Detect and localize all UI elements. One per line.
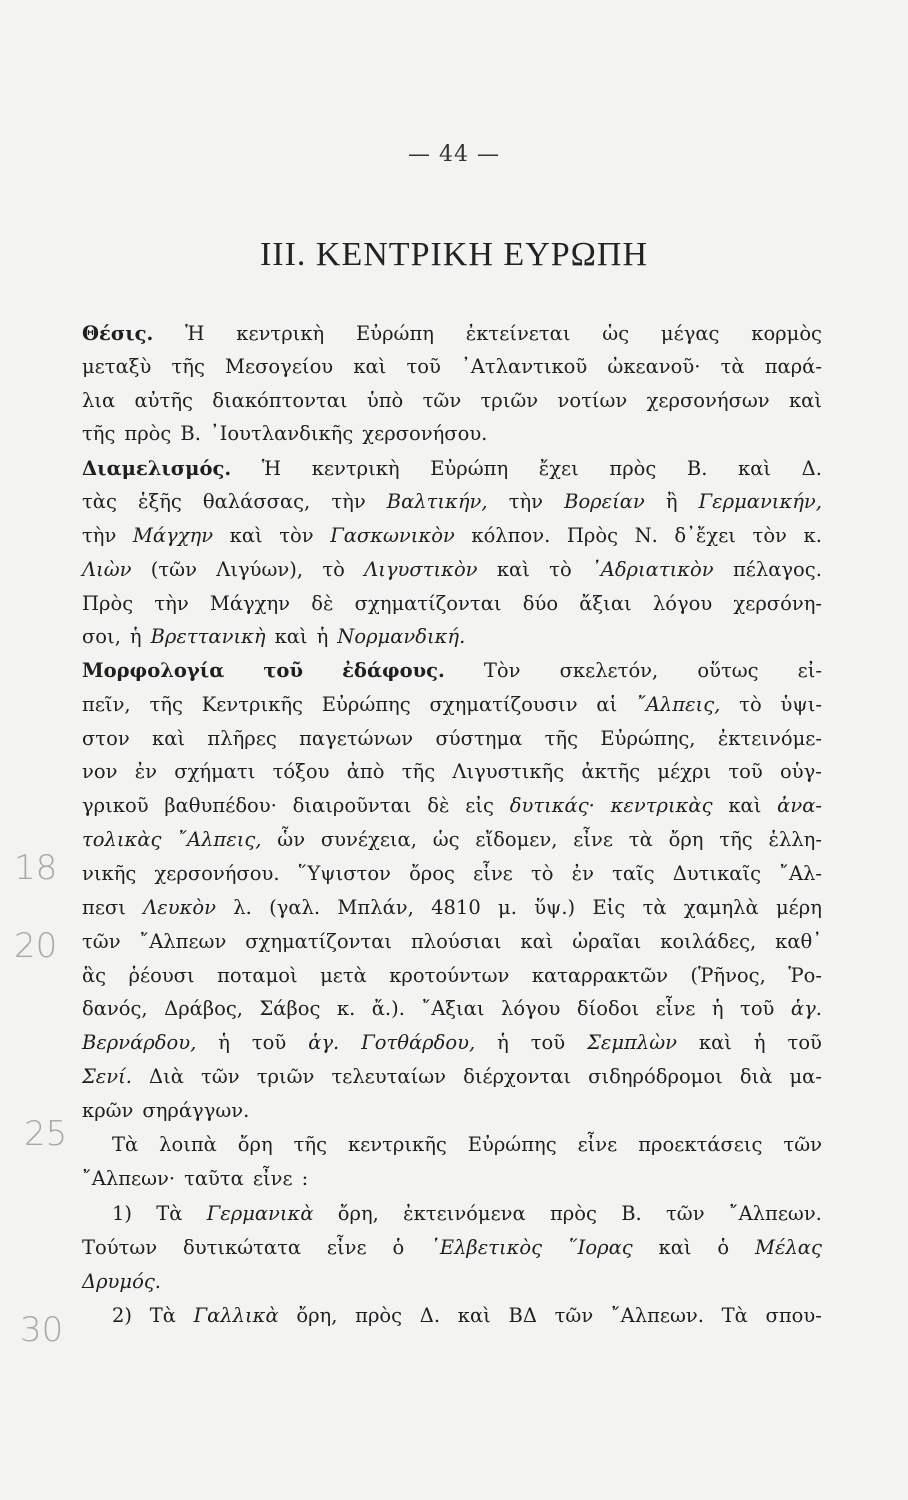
word: ᾽Αδριατικὸν <box>590 558 714 581</box>
word: τῶν <box>666 1202 705 1225</box>
word: κοιλάδες, <box>660 930 757 953</box>
word: 1) <box>112 1202 133 1225</box>
word: τοῦ <box>251 1031 287 1054</box>
word: Μάγχην <box>132 524 214 547</box>
word: Ἡ <box>261 457 282 480</box>
word: εἶνε <box>326 1236 367 1259</box>
word: κρῶν <box>82 1099 134 1122</box>
word: τοῦ <box>787 1031 822 1054</box>
word: ἡ <box>218 1031 230 1054</box>
word: ῎Αλπεις, <box>177 828 262 851</box>
word: Πρὸς <box>566 524 618 547</box>
text-line <box>82 492 822 520</box>
word: τριῶν <box>256 1065 315 1088</box>
word: ἐν <box>134 760 158 783</box>
word: Βαλτικήν, <box>386 490 488 513</box>
word: στον <box>82 727 130 750</box>
text-line <box>82 560 822 588</box>
text-line <box>82 424 822 452</box>
word: ῞Υψιστον <box>297 862 391 885</box>
word: τῶν <box>82 930 121 953</box>
word: Λιγυστικῆς <box>452 760 565 783</box>
word: τολικὰς <box>82 828 162 851</box>
word: χερσονήσων <box>646 389 770 412</box>
text-line <box>112 1306 822 1334</box>
word: τὰ <box>642 896 667 919</box>
word: Σεμπλὼν <box>587 1031 677 1054</box>
word: Β. <box>686 457 708 480</box>
word: δυτικώτατα <box>183 1236 302 1259</box>
text-line <box>82 391 822 419</box>
word: Δρυμός. <box>82 1270 161 1293</box>
word: τῆς <box>171 355 205 378</box>
word: Μάγχην <box>209 592 291 615</box>
word: Ν. <box>634 524 658 547</box>
word: ἡ <box>316 625 329 648</box>
text-line <box>82 966 822 994</box>
text-line <box>82 695 822 723</box>
word: Δράβος, <box>164 997 243 1020</box>
word: Πρὸς <box>82 592 134 615</box>
text-line <box>82 1272 822 1300</box>
word: Δ. <box>801 457 822 480</box>
word: ταῖς <box>612 862 655 885</box>
word: δυτικάς· <box>509 794 595 817</box>
word: ᾽Ιουτλανδικῆς <box>209 422 354 445</box>
word: σπου- <box>765 1304 822 1327</box>
word: καὶ <box>520 930 554 953</box>
word: βαθυπέδου· <box>164 794 277 817</box>
word: ὄρη, <box>337 1202 379 1225</box>
text-line <box>82 594 822 622</box>
section-heading-word: ἐδάφους. <box>342 659 445 682</box>
page-number: — 44 — <box>408 142 500 167</box>
word: λια <box>82 389 116 412</box>
word: ὕψ.) <box>534 896 576 919</box>
word: Νορμανδική. <box>337 625 466 648</box>
text-line <box>82 999 822 1027</box>
word: 4810 <box>431 896 481 919</box>
word: καὶ <box>496 558 530 581</box>
word: Τὰ <box>112 1133 139 1156</box>
word: Εὐρώπης, <box>600 727 696 750</box>
word: καὶ <box>353 355 387 378</box>
text-line <box>82 661 822 689</box>
word: καὶ <box>728 794 762 817</box>
word: ῎Αλπεων· <box>82 1167 176 1190</box>
word: καὶ <box>457 1304 491 1327</box>
word: λ. <box>233 896 252 919</box>
word: οὕτως <box>697 659 759 682</box>
word: καὶ <box>229 524 263 547</box>
word: Κεντρικῆς <box>201 693 303 716</box>
word: Γερμανικὰ <box>206 1202 314 1225</box>
word: ἁγ. <box>308 1031 340 1054</box>
word: παρά- <box>764 355 822 378</box>
word: Τὰ <box>721 1304 748 1327</box>
word: εἶνε <box>473 862 513 885</box>
word: λόγου <box>652 592 713 615</box>
word: (τῶν <box>150 558 197 581</box>
word: Λευκὸν <box>143 896 216 919</box>
word: ποταμοὶ <box>217 964 298 987</box>
word: τὸ <box>530 862 554 885</box>
word: σχηματίζονται <box>354 592 502 615</box>
word: ἄξιαι <box>579 592 632 615</box>
word: καὶ <box>698 1031 732 1054</box>
word: πρὸς <box>549 1202 597 1225</box>
word: ὑπὸ <box>366 389 404 412</box>
word: τὴν <box>508 490 544 513</box>
word: ΒΔ <box>508 1304 537 1327</box>
section-heading-word: Μορφολογία <box>82 659 225 682</box>
word: εἶνε <box>655 997 696 1020</box>
margin-note: 18 <box>14 848 58 888</box>
word: χερσονήσου. <box>362 422 488 445</box>
word: Λιγυστικὸν <box>364 558 478 581</box>
word: τὸν <box>752 524 787 547</box>
word: ῎Αλπεων. <box>728 1202 822 1225</box>
word: τῆς <box>719 828 753 851</box>
word: οὑγ- <box>780 760 822 783</box>
text-line <box>82 898 822 926</box>
word: διέρχονται <box>463 1065 572 1088</box>
word: κ. <box>336 997 356 1020</box>
text-line <box>82 459 822 487</box>
word: Λιγύων), <box>216 558 304 581</box>
word: τοῦ <box>728 760 763 783</box>
word: ὡς <box>602 322 630 345</box>
word: ῎Αλπεων <box>139 930 227 953</box>
word: ὄρη <box>237 1133 273 1156</box>
margin-note: 30 <box>20 1310 64 1350</box>
word: σοι, <box>82 625 121 648</box>
word: ὑψι- <box>780 693 822 716</box>
word: μα- <box>789 1065 822 1088</box>
margin-note: 25 <box>24 1114 68 1154</box>
word: Λιὼν <box>82 558 132 581</box>
word: ἐν <box>571 862 594 885</box>
word: τῆς <box>293 1133 328 1156</box>
word: ἀκτῆς <box>581 760 641 783</box>
word: σχήματι <box>174 760 256 783</box>
word: νον <box>82 760 118 783</box>
word: Ἡ <box>185 322 205 345</box>
word: χερσόνη- <box>733 592 822 615</box>
word: διὰ <box>739 1065 773 1088</box>
section-heading-word: Θέσις. <box>82 322 154 345</box>
section-heading-word: Διαμελισμός. <box>82 457 232 480</box>
word: ἁγ. <box>790 997 822 1020</box>
word: Εὐρώπη <box>356 322 434 345</box>
word: ῞Ιορας <box>567 1236 633 1259</box>
word: ὡς <box>432 828 460 851</box>
word: τῆς <box>149 693 183 716</box>
word: ὄρος <box>409 862 455 885</box>
word: τριῶν <box>480 389 539 412</box>
word: παγετώνων <box>299 727 414 750</box>
word: Ῥο- <box>788 964 822 987</box>
word: πέλαγος. <box>732 558 822 581</box>
word: τῶν <box>783 1133 822 1156</box>
word: ἡ <box>497 1031 509 1054</box>
word: κορμὸς <box>751 322 822 345</box>
word: ἄ.). <box>371 997 405 1020</box>
word: Δυτικαῖς <box>672 862 762 885</box>
word: σχηματίζουσιν <box>429 693 578 716</box>
word: δίοδοι <box>576 997 640 1020</box>
word: ὠκεανοῦ· <box>607 355 701 378</box>
word: ἐκτεινόμενα <box>403 1202 526 1225</box>
word: (Ῥῆνος, <box>690 964 766 987</box>
word: δ᾽ἔχει <box>674 524 736 547</box>
word: σύστημα <box>435 727 523 750</box>
word: πεῖν, <box>82 693 131 716</box>
word: Βορείαν <box>564 490 645 513</box>
word: Τὸν <box>483 659 521 682</box>
text-line <box>82 1067 822 1095</box>
word: κεντρικῆς <box>347 1133 447 1156</box>
word: τὸ <box>549 558 572 581</box>
word: προεκτάσεις <box>638 1133 763 1156</box>
word: τὴν <box>82 524 117 547</box>
word: ὧν <box>277 828 306 851</box>
word: ὄρη <box>668 828 704 851</box>
word: λοιπὰ <box>159 1133 217 1156</box>
word: χαμηλὰ <box>683 896 759 919</box>
word: κροτούντων <box>389 964 510 987</box>
word: θαλάσσας, <box>202 490 311 513</box>
word: ἑλλη- <box>768 828 822 851</box>
word: πλῆρες <box>207 727 277 750</box>
word: ῎Αξιαι <box>421 997 485 1020</box>
word: ῥέουσι <box>128 964 195 987</box>
word: ἐκτείνεται <box>465 322 571 345</box>
word: διαιροῦνται <box>292 794 412 817</box>
word: μετὰ <box>320 964 367 987</box>
text-line <box>82 796 822 824</box>
word: Σάβος <box>259 997 321 1020</box>
word: 2) <box>112 1304 133 1327</box>
word: κ. <box>803 524 822 547</box>
word: Τὰ <box>149 1304 176 1327</box>
word: κεντρικὴ <box>311 457 400 480</box>
text-line <box>82 1033 822 1061</box>
word: Γερμανικήν, <box>698 490 822 513</box>
word: αὐτῆς <box>134 389 193 412</box>
word: τόξου <box>272 760 330 783</box>
word: σκελετόν, <box>559 659 659 682</box>
word: ᾽Ατλαντικοῦ <box>461 355 588 378</box>
word: καὶ <box>658 1236 692 1259</box>
word: Μέλας <box>755 1236 822 1259</box>
word: Εὐρώπης <box>321 693 411 716</box>
word: Βρεττανικὴ <box>150 625 266 648</box>
word: Εἰς <box>592 896 626 919</box>
word: εἶνε <box>577 1133 618 1156</box>
text-line <box>82 932 822 960</box>
text-line <box>82 357 822 385</box>
word: καὶ <box>788 389 822 412</box>
word: τὴν <box>331 490 366 513</box>
text-line <box>82 1238 822 1266</box>
word: χερσονήσου. <box>154 862 280 885</box>
word: πρὸς <box>609 457 657 480</box>
margin-note: 20 <box>14 926 58 966</box>
chapter-title: III. ΚΕΝΤΡΙΚΗ ΕΥΡΩΠΗ <box>259 236 649 273</box>
word: Εὐρώπη <box>430 457 509 480</box>
word: : <box>301 1167 309 1190</box>
word: μέχρι <box>657 760 712 783</box>
word: Δ. <box>419 1304 441 1327</box>
word: τοῦ <box>406 355 441 378</box>
word: ὡραῖαι <box>572 930 642 953</box>
word: Εὐρώπης <box>467 1133 557 1156</box>
word: Γασκωνικὸν <box>330 524 455 547</box>
word: κόλπον. <box>471 524 551 547</box>
word: τελευταίων <box>331 1065 446 1088</box>
word: τῆς <box>401 760 436 783</box>
section-heading-word: τοῦ <box>263 659 303 682</box>
word: δὲ <box>427 794 450 817</box>
word: καὶ <box>274 625 308 648</box>
word: Διὰ <box>149 1065 184 1088</box>
word: πρὸς <box>124 422 172 445</box>
word: τὰ <box>628 828 653 851</box>
text-line <box>82 762 822 790</box>
text-line <box>82 1169 822 1197</box>
word: δανός, <box>82 997 148 1020</box>
word: μέγας <box>660 322 720 345</box>
word: νοτίων <box>557 389 628 412</box>
text-line <box>82 864 822 892</box>
word: πεσι <box>82 896 126 919</box>
word: εἰ- <box>797 659 822 682</box>
word: ἑξῆς <box>137 490 182 513</box>
word: σχηματίζονται <box>245 930 393 953</box>
word: ἐκτεινόμε- <box>717 727 822 750</box>
word: τὸ <box>322 558 345 581</box>
word: κεντρικὴ <box>236 322 325 345</box>
word: Γαλλικὰ <box>193 1304 279 1327</box>
text-line <box>112 1135 822 1163</box>
word: τὴν <box>154 592 189 615</box>
word: ῎Αλ- <box>779 862 822 885</box>
word: Μπλάν, <box>337 896 414 919</box>
word: ἡ <box>753 1031 766 1054</box>
text-line <box>82 830 822 858</box>
word: σιδηρόδρομοι <box>588 1065 723 1088</box>
word: συνέχεια, <box>320 828 417 851</box>
word: καὶ <box>738 457 772 480</box>
word: τοῦ <box>740 997 775 1020</box>
word: Σενί. <box>82 1065 132 1088</box>
word: τῆς <box>82 422 116 445</box>
word: Β. <box>621 1202 642 1225</box>
word: τῆς <box>544 727 579 750</box>
word: ἃς <box>82 964 107 987</box>
text-line <box>82 324 822 352</box>
word: ὄρη, <box>296 1304 338 1327</box>
word: κεντρικὰς <box>610 794 713 817</box>
word: Γοτθάρδου, <box>361 1031 476 1054</box>
word: ῎Αλπεις, <box>636 693 721 716</box>
word: εἰς <box>465 794 494 817</box>
word: διακόπτονται <box>212 389 348 412</box>
text-line <box>82 1101 822 1129</box>
word: τῶν <box>201 1065 240 1088</box>
word: πρὸς <box>355 1304 403 1327</box>
word: λόγου <box>501 997 561 1020</box>
word: (γαλ. <box>269 896 321 919</box>
text-line <box>82 729 822 757</box>
word: καὶ <box>152 727 186 750</box>
word: δύο <box>522 592 559 615</box>
word: ῾Ελβετικὸς <box>430 1236 543 1259</box>
word: ῎Αλπεων. <box>610 1304 704 1327</box>
word: τοῦ <box>530 1031 566 1054</box>
word: Β. <box>180 422 201 445</box>
word: Μεσογείου <box>225 355 334 378</box>
word: μ. <box>498 896 517 919</box>
word: καταρρακτῶν <box>531 964 668 987</box>
word: αἱ <box>596 693 618 716</box>
word: τὸ <box>739 693 762 716</box>
word: ἡ <box>129 625 142 648</box>
text-line <box>82 526 822 554</box>
word: ἡ <box>711 997 724 1020</box>
word: ὁ <box>392 1236 405 1259</box>
word: τῶν <box>422 389 462 412</box>
word: εἴδομεν, <box>475 828 558 851</box>
word: τὰ <box>720 355 745 378</box>
text-line <box>112 1204 822 1232</box>
word: τὰς <box>82 490 117 513</box>
word: τὸν <box>279 524 314 547</box>
word: πλούσιαι <box>410 930 502 953</box>
word: Τούτων <box>82 1236 158 1259</box>
word: καθ᾽ <box>775 930 822 953</box>
word: σηράγγων. <box>142 1099 250 1122</box>
text-line <box>82 627 822 655</box>
word: ἀνα- <box>777 794 822 817</box>
word: ἀπὸ <box>346 760 385 783</box>
word: νικῆς <box>82 862 137 885</box>
word: τῶν <box>554 1304 594 1327</box>
word: ἔχει <box>538 457 579 480</box>
word: εἶνε <box>573 828 613 851</box>
word: Τὰ <box>156 1202 183 1225</box>
word: ἢ <box>665 490 678 513</box>
word: μέρη <box>776 896 822 919</box>
word: δὲ <box>311 592 334 615</box>
word: ὁ <box>717 1236 730 1259</box>
word: μεταξὺ <box>82 355 152 378</box>
word: Βερνάρδου, <box>82 1031 197 1054</box>
word: ταῦτα <box>184 1167 244 1190</box>
word: εἶνε <box>252 1167 293 1190</box>
word: γρικοῦ <box>82 794 149 817</box>
